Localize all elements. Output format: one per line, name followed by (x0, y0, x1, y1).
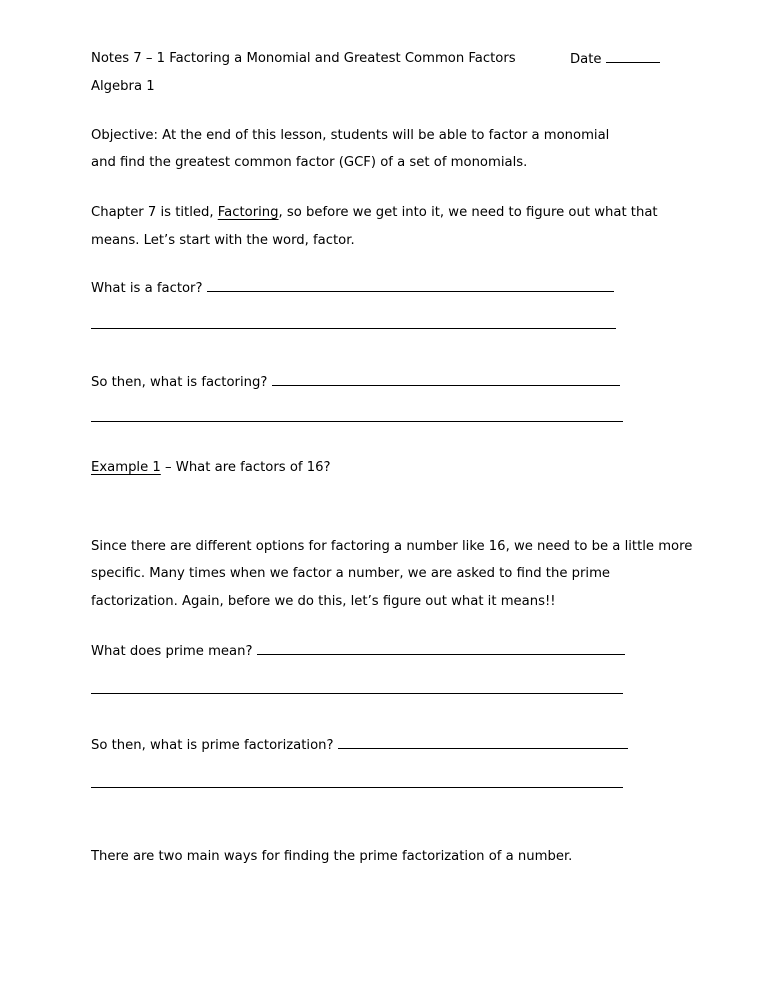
question-prime-text: What does prime mean? (91, 644, 253, 659)
question-prime (91, 642, 625, 661)
answer-blank-prime-factorization[interactable] (338, 736, 628, 749)
date-blank[interactable] (606, 50, 660, 63)
prime-intro-line-3: factorization. Again, before we do this, let’s figure out what it means!! (91, 594, 556, 609)
factoring-term: Factoring (217, 205, 279, 220)
intro-text-cont: , so before we get into it, we need to figure out what that (278, 205, 658, 220)
date-label: Date (570, 52, 602, 67)
objective-line-2: and find the greatest common factor (GCF) of a set of monomials. (91, 155, 528, 170)
answer-blank-factor[interactable] (207, 279, 614, 292)
worksheet-title: Notes 7 – 1 Factoring a Monomial and Greatest Common Factors (91, 51, 516, 66)
answer-blank-prime[interactable] (257, 642, 625, 655)
question-factor (91, 279, 614, 298)
prime-intro-line-1: Since there are different options for factoring a number like 16, we need to be a little more (91, 539, 693, 554)
answer-line-factoring[interactable] (91, 421, 623, 422)
example-1-text: – What are factors of 16? (160, 460, 331, 475)
answer-blank-factoring[interactable] (272, 373, 620, 386)
objective-line-1: Objective: At the end of this lesson, students will be able to factor a monomial (91, 128, 610, 143)
example-1 (91, 459, 331, 477)
question-factor-text: What is a factor? (91, 281, 203, 296)
date-field (570, 50, 660, 69)
question-prime-factorization-text: So then, what is prime factorization? (91, 738, 334, 753)
question-factoring (91, 373, 620, 392)
answer-line-prime-factorization[interactable] (91, 787, 623, 788)
closing-sentence: There are two main ways for finding the prime factorization of a number. (91, 849, 573, 864)
prime-intro-line-2: specific. Many times when we factor a number, we are asked to find the prime (91, 566, 611, 581)
intro-text: Chapter 7 is titled, (91, 205, 218, 220)
question-prime-factorization (91, 736, 628, 755)
course-name: Algebra 1 (91, 79, 155, 94)
question-factoring-text: So then, what is factoring? (91, 375, 268, 390)
example-1-label: Example 1 (91, 460, 161, 475)
answer-line-prime[interactable] (91, 693, 623, 694)
answer-line-factor[interactable] (91, 328, 616, 329)
intro-line-1 (91, 204, 658, 222)
intro-line-2: means. Let’s start with the word, factor. (91, 233, 355, 248)
